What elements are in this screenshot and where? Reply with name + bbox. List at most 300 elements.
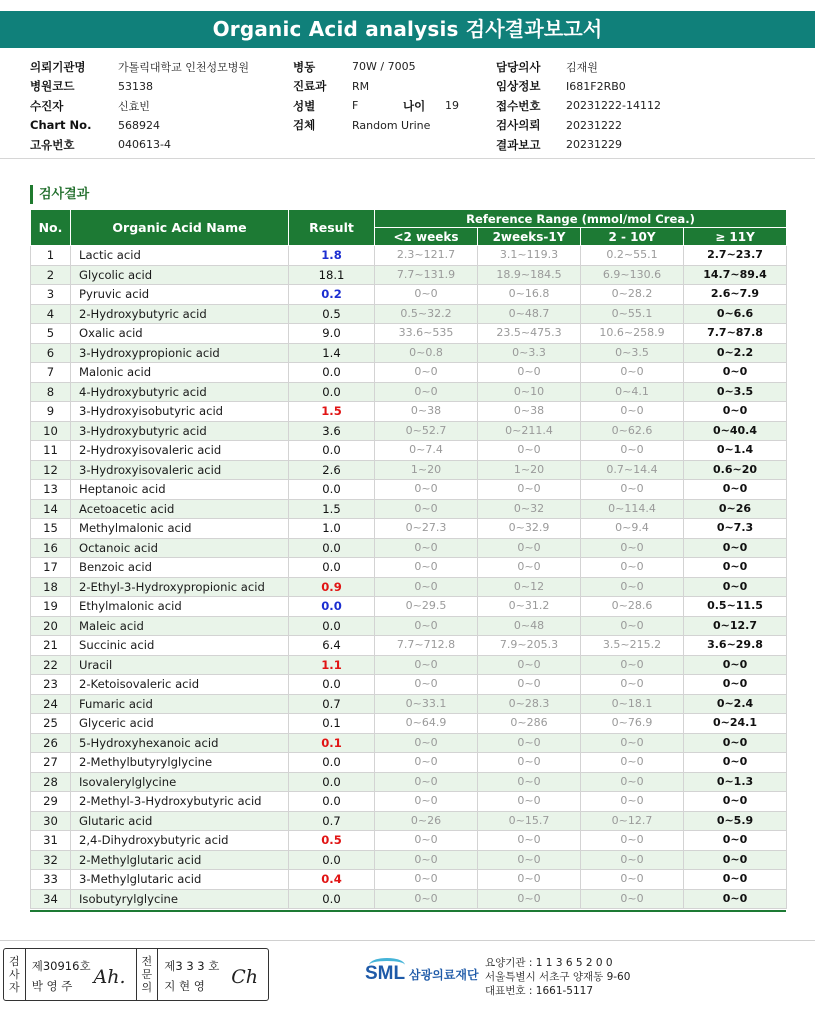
row-no: 1 bbox=[31, 246, 71, 266]
row-acid-name: Glyceric acid bbox=[71, 714, 289, 734]
row-ref-under-2-weeks: 0~0.8 bbox=[375, 343, 478, 363]
specialist-signature: Ch bbox=[231, 966, 258, 988]
row-ref-2-10y: 0~0 bbox=[581, 772, 684, 792]
row-result: 0.4 bbox=[289, 870, 375, 890]
table-row bbox=[31, 577, 787, 597]
row-ref-2weeks-1y: 0~12 bbox=[478, 577, 581, 597]
inspector-signature: Ah. bbox=[93, 966, 126, 988]
row-ref-11y-plus: 0~5.9 bbox=[684, 811, 787, 831]
value-specimen: Random Urine bbox=[352, 118, 431, 132]
row-ref-11y-plus: 0~40.4 bbox=[684, 421, 787, 441]
table-row bbox=[31, 246, 787, 266]
sml-logo-mark: SML bbox=[365, 956, 407, 992]
table-row bbox=[31, 304, 787, 324]
row-result: 0.0 bbox=[289, 558, 375, 578]
row-ref-2-10y: 0~0 bbox=[581, 616, 684, 636]
table-row bbox=[31, 460, 787, 480]
row-ref-2weeks-1y: 0~48 bbox=[478, 616, 581, 636]
row-ref-2weeks-1y: 0~0 bbox=[478, 655, 581, 675]
addr-phone: 대표번호 : 1661-5117 bbox=[485, 985, 594, 997]
row-no: 34 bbox=[31, 889, 71, 909]
row-result: 0.0 bbox=[289, 753, 375, 773]
row-ref-2-10y: 0~0 bbox=[581, 402, 684, 422]
label-age: 나이 bbox=[403, 98, 426, 113]
row-ref-2weeks-1y: 0~32 bbox=[478, 499, 581, 519]
row-no: 28 bbox=[31, 772, 71, 792]
row-acid-name: 2,4-Dihydroxybutyric acid bbox=[71, 831, 289, 851]
row-ref-11y-plus: 0~0 bbox=[684, 675, 787, 695]
row-result: 0.0 bbox=[289, 889, 375, 909]
row-ref-2-10y: 0~0 bbox=[581, 363, 684, 383]
row-ref-under-2-weeks: 0~52.7 bbox=[375, 421, 478, 441]
header-no: No. bbox=[31, 210, 71, 246]
row-no: 21 bbox=[31, 636, 71, 656]
table-row bbox=[31, 772, 787, 792]
row-no: 29 bbox=[31, 792, 71, 812]
table-row bbox=[31, 597, 787, 617]
table-row bbox=[31, 616, 787, 636]
row-no: 8 bbox=[31, 382, 71, 402]
row-ref-2weeks-1y: 18.9~184.5 bbox=[478, 265, 581, 285]
row-no: 3 bbox=[31, 285, 71, 305]
row-ref-11y-plus: 0~2.2 bbox=[684, 343, 787, 363]
row-acid-name: 3-Hydroxyisobutyric acid bbox=[71, 402, 289, 422]
section-title: 검사결과 bbox=[30, 185, 89, 204]
row-ref-under-2-weeks: 0~0 bbox=[375, 753, 478, 773]
row-ref-11y-plus: 0.6~20 bbox=[684, 460, 787, 480]
table-row bbox=[31, 675, 787, 695]
row-acid-name: Benzoic acid bbox=[71, 558, 289, 578]
row-result: 1.8 bbox=[289, 246, 375, 266]
row-ref-2weeks-1y: 0~15.7 bbox=[478, 811, 581, 831]
row-ref-2-10y: 0~0 bbox=[581, 480, 684, 500]
inspector-label: 검 사 자 bbox=[4, 949, 26, 1000]
row-no: 20 bbox=[31, 616, 71, 636]
row-ref-under-2-weeks: 0~7.4 bbox=[375, 441, 478, 461]
table-row bbox=[31, 441, 787, 461]
row-ref-2-10y: 0~18.1 bbox=[581, 694, 684, 714]
row-ref-under-2-weeks: 0~0 bbox=[375, 616, 478, 636]
row-acid-name: 2-Ketoisovaleric acid bbox=[71, 675, 289, 695]
value-request-date: 20231222 bbox=[566, 118, 622, 132]
row-result: 0.0 bbox=[289, 441, 375, 461]
row-ref-2weeks-1y: 0~0 bbox=[478, 792, 581, 812]
table-row bbox=[31, 870, 787, 890]
row-acid-name: 5-Hydroxyhexanoic acid bbox=[71, 733, 289, 753]
row-ref-2weeks-1y: 0~31.2 bbox=[478, 597, 581, 617]
table-row bbox=[31, 538, 787, 558]
row-ref-2-10y: 0~55.1 bbox=[581, 304, 684, 324]
row-acid-name: Isobutyrylglycine bbox=[71, 889, 289, 909]
row-no: 24 bbox=[31, 694, 71, 714]
value-sex: F bbox=[352, 99, 359, 113]
table-row bbox=[31, 363, 787, 383]
label-specimen: 검체 bbox=[293, 118, 316, 133]
row-result: 0.1 bbox=[289, 733, 375, 753]
value-report-date: 20231229 bbox=[566, 138, 622, 152]
row-ref-2-10y: 0~114.4 bbox=[581, 499, 684, 519]
row-result: 0.0 bbox=[289, 850, 375, 870]
row-ref-under-2-weeks: 0~0 bbox=[375, 870, 478, 890]
row-ref-11y-plus: 0~26 bbox=[684, 499, 787, 519]
specialist-license: 제3 3 3 호 bbox=[164, 959, 220, 973]
row-ref-under-2-weeks: 0~0 bbox=[375, 363, 478, 383]
row-result: 0.0 bbox=[289, 675, 375, 695]
row-ref-11y-plus: 0~0 bbox=[684, 655, 787, 675]
row-result: 1.4 bbox=[289, 343, 375, 363]
row-acid-name: Oxalic acid bbox=[71, 324, 289, 344]
label-clinical-info: 임상정보 bbox=[496, 79, 541, 94]
row-no: 9 bbox=[31, 402, 71, 422]
row-no: 2 bbox=[31, 265, 71, 285]
row-ref-2weeks-1y: 3.1~119.3 bbox=[478, 246, 581, 266]
row-ref-11y-plus: 0~0 bbox=[684, 831, 787, 851]
row-ref-2-10y: 0~76.9 bbox=[581, 714, 684, 734]
table-row bbox=[31, 811, 787, 831]
row-acid-name: Malonic acid bbox=[71, 363, 289, 383]
row-acid-name: 2-Ethyl-3-Hydroxypropionic acid bbox=[71, 577, 289, 597]
row-ref-2weeks-1y: 0~0 bbox=[478, 538, 581, 558]
row-ref-2-10y: 10.6~258.9 bbox=[581, 324, 684, 344]
row-acid-name: Lactic acid bbox=[71, 246, 289, 266]
value-institution: 가톨릭대학교 인천성모병원 bbox=[118, 60, 250, 74]
row-no: 27 bbox=[31, 753, 71, 773]
row-acid-name: Uracil bbox=[71, 655, 289, 675]
specialist-name: 지 현 영 bbox=[164, 979, 205, 993]
header-ref-under-2-weeks: <2 weeks bbox=[375, 228, 478, 246]
row-ref-2weeks-1y: 0~0 bbox=[478, 772, 581, 792]
row-ref-2-10y: 0~12.7 bbox=[581, 811, 684, 831]
row-result: 0.0 bbox=[289, 597, 375, 617]
specialist-cell bbox=[158, 949, 268, 1000]
table-row bbox=[31, 636, 787, 656]
row-ref-under-2-weeks: 7.7~131.9 bbox=[375, 265, 478, 285]
row-ref-2-10y: 0~28.6 bbox=[581, 597, 684, 617]
sml-logo bbox=[365, 956, 479, 992]
table-row bbox=[31, 499, 787, 519]
row-ref-11y-plus: 0~0 bbox=[684, 733, 787, 753]
row-ref-under-2-weeks: 0~0 bbox=[375, 558, 478, 578]
row-ref-under-2-weeks: 1~20 bbox=[375, 460, 478, 480]
table-row bbox=[31, 733, 787, 753]
row-ref-2-10y: 0~0 bbox=[581, 870, 684, 890]
row-no: 32 bbox=[31, 850, 71, 870]
table-row bbox=[31, 421, 787, 441]
label-chart-no: Chart No. bbox=[30, 118, 92, 133]
table-row bbox=[31, 402, 787, 422]
lab-address bbox=[485, 956, 630, 998]
row-ref-11y-plus: 0~0 bbox=[684, 577, 787, 597]
row-ref-under-2-weeks: 2.3~121.7 bbox=[375, 246, 478, 266]
row-ref-2weeks-1y: 0~10 bbox=[478, 382, 581, 402]
row-ref-11y-plus: 0~12.7 bbox=[684, 616, 787, 636]
row-ref-2weeks-1y: 0~48.7 bbox=[478, 304, 581, 324]
row-ref-2-10y: 3.5~215.2 bbox=[581, 636, 684, 656]
label-report-date: 결과보고 bbox=[496, 137, 541, 152]
row-ref-under-2-weeks: 0~33.1 bbox=[375, 694, 478, 714]
row-ref-11y-plus: 0~1.4 bbox=[684, 441, 787, 461]
row-no: 4 bbox=[31, 304, 71, 324]
row-ref-2weeks-1y: 0~0 bbox=[478, 850, 581, 870]
label-sex: 성별 bbox=[293, 98, 316, 113]
row-result: 0.0 bbox=[289, 772, 375, 792]
info-left-block bbox=[30, 57, 249, 155]
row-ref-2-10y: 0~62.6 bbox=[581, 421, 684, 441]
row-no: 16 bbox=[31, 538, 71, 558]
row-ref-2weeks-1y: 0~28.3 bbox=[478, 694, 581, 714]
row-ref-11y-plus: 0~0 bbox=[684, 870, 787, 890]
sml-logo-name: 삼광의료재단 bbox=[409, 967, 479, 982]
addr-institution-code: 요양기관 : 1 1 3 6 5 2 0 0 bbox=[485, 957, 613, 969]
row-ref-2weeks-1y: 0~286 bbox=[478, 714, 581, 734]
table-row bbox=[31, 285, 787, 305]
row-no: 23 bbox=[31, 675, 71, 695]
row-ref-2weeks-1y: 0~38 bbox=[478, 402, 581, 422]
row-acid-name: Maleic acid bbox=[71, 616, 289, 636]
label-dept: 진료과 bbox=[293, 79, 327, 94]
row-ref-11y-plus: 0~0 bbox=[684, 402, 787, 422]
row-result: 0.1 bbox=[289, 714, 375, 734]
row-ref-2-10y: 0.7~14.4 bbox=[581, 460, 684, 480]
row-ref-under-2-weeks: 0~0 bbox=[375, 792, 478, 812]
row-no: 31 bbox=[31, 831, 71, 851]
row-no: 15 bbox=[31, 519, 71, 539]
row-ref-11y-plus: 0~6.6 bbox=[684, 304, 787, 324]
table-row bbox=[31, 694, 787, 714]
label-institution: 의뢰기관명 bbox=[30, 59, 86, 74]
row-ref-2weeks-1y: 0~0 bbox=[478, 363, 581, 383]
table-row bbox=[31, 519, 787, 539]
row-ref-11y-plus: 3.6~29.8 bbox=[684, 636, 787, 656]
header-reference-range: Reference Range (mmol/mol Crea.) bbox=[375, 210, 787, 228]
row-no: 7 bbox=[31, 363, 71, 383]
row-ref-2-10y: 0~0 bbox=[581, 441, 684, 461]
row-result: 0.5 bbox=[289, 304, 375, 324]
row-ref-2weeks-1y: 0~32.9 bbox=[478, 519, 581, 539]
row-ref-under-2-weeks: 0~0 bbox=[375, 499, 478, 519]
header-result: Result bbox=[289, 210, 375, 246]
row-result: 0.0 bbox=[289, 538, 375, 558]
row-ref-under-2-weeks: 0~0 bbox=[375, 675, 478, 695]
row-result: 3.6 bbox=[289, 421, 375, 441]
row-ref-2-10y: 0~28.2 bbox=[581, 285, 684, 305]
row-result: 0.5 bbox=[289, 831, 375, 851]
row-no: 6 bbox=[31, 343, 71, 363]
row-ref-2-10y: 0~0 bbox=[581, 538, 684, 558]
label-patient: 수진자 bbox=[30, 98, 64, 113]
row-no: 14 bbox=[31, 499, 71, 519]
row-ref-2-10y: 0~0 bbox=[581, 753, 684, 773]
row-no: 10 bbox=[31, 421, 71, 441]
row-ref-under-2-weeks: 7.7~712.8 bbox=[375, 636, 478, 656]
row-acid-name: 3-Hydroxypropionic acid bbox=[71, 343, 289, 363]
table-bottom-rule bbox=[30, 910, 786, 912]
row-ref-2-10y: 0~3.5 bbox=[581, 343, 684, 363]
row-ref-under-2-weeks: 0~0 bbox=[375, 733, 478, 753]
row-ref-2weeks-1y: 0~0 bbox=[478, 831, 581, 851]
row-acid-name: 2-Methyl-3-Hydroxybutyric acid bbox=[71, 792, 289, 812]
report-title: Organic Acid analysis 검사결과보고서 bbox=[0, 11, 815, 48]
row-no: 22 bbox=[31, 655, 71, 675]
row-no: 25 bbox=[31, 714, 71, 734]
row-acid-name: Ethylmalonic acid bbox=[71, 597, 289, 617]
header-ref-2-10y: 2 - 10Y bbox=[581, 228, 684, 246]
row-ref-under-2-weeks: 0~0 bbox=[375, 577, 478, 597]
label-hospital-code: 병원코드 bbox=[30, 79, 75, 94]
header-ref-11y-plus: ≥ 11Y bbox=[684, 228, 787, 246]
value-hospital-code: 53138 bbox=[118, 79, 153, 93]
row-no: 12 bbox=[31, 460, 71, 480]
row-result: 0.9 bbox=[289, 577, 375, 597]
row-acid-name: Glutaric acid bbox=[71, 811, 289, 831]
row-no: 5 bbox=[31, 324, 71, 344]
row-acid-name: 2-Hydroxyisovaleric acid bbox=[71, 441, 289, 461]
row-result: 0.0 bbox=[289, 792, 375, 812]
row-ref-under-2-weeks: 0~0 bbox=[375, 480, 478, 500]
row-ref-2-10y: 0~0 bbox=[581, 655, 684, 675]
row-ref-2weeks-1y: 0~3.3 bbox=[478, 343, 581, 363]
table-row bbox=[31, 343, 787, 363]
row-ref-11y-plus: 0~0 bbox=[684, 558, 787, 578]
row-ref-2-10y: 0~9.4 bbox=[581, 519, 684, 539]
row-acid-name: 2-Methylglutaric acid bbox=[71, 850, 289, 870]
row-ref-2-10y: 0~0 bbox=[581, 792, 684, 812]
results-body bbox=[31, 246, 787, 909]
row-ref-11y-plus: 7.7~87.8 bbox=[684, 324, 787, 344]
value-receipt-no: 20231222-14112 bbox=[566, 99, 661, 113]
specialist-label: 전 문 의 bbox=[136, 949, 158, 1000]
row-result: 0.0 bbox=[289, 363, 375, 383]
row-no: 26 bbox=[31, 733, 71, 753]
row-ref-under-2-weeks: 0~0 bbox=[375, 772, 478, 792]
label-request-date: 검사의뢰 bbox=[496, 118, 541, 133]
table-row bbox=[31, 831, 787, 851]
row-ref-2weeks-1y: 23.5~475.3 bbox=[478, 324, 581, 344]
row-ref-under-2-weeks: 0~0 bbox=[375, 538, 478, 558]
row-ref-under-2-weeks: 0~0 bbox=[375, 850, 478, 870]
row-ref-2weeks-1y: 0~0 bbox=[478, 480, 581, 500]
row-ref-11y-plus: 0~2.4 bbox=[684, 694, 787, 714]
header-name: Organic Acid Name bbox=[71, 210, 289, 246]
row-acid-name: 3-Hydroxyisovaleric acid bbox=[71, 460, 289, 480]
row-acid-name: 3-Methylglutaric acid bbox=[71, 870, 289, 890]
row-ref-2weeks-1y: 0~0 bbox=[478, 889, 581, 909]
label-unique-no: 고유번호 bbox=[30, 137, 75, 152]
table-row bbox=[31, 265, 787, 285]
row-ref-11y-plus: 0~0 bbox=[684, 538, 787, 558]
row-acid-name: Acetoacetic acid bbox=[71, 499, 289, 519]
row-ref-under-2-weeks: 0~38 bbox=[375, 402, 478, 422]
row-ref-2weeks-1y: 0~0 bbox=[478, 675, 581, 695]
table-row bbox=[31, 753, 787, 773]
row-ref-under-2-weeks: 0~0 bbox=[375, 889, 478, 909]
row-acid-name: Methylmalonic acid bbox=[71, 519, 289, 539]
inspector-license: 제30916호 bbox=[31, 959, 91, 973]
row-ref-2-10y: 0~0 bbox=[581, 733, 684, 753]
row-result: 1.5 bbox=[289, 499, 375, 519]
row-no: 19 bbox=[31, 597, 71, 617]
row-result: 1.1 bbox=[289, 655, 375, 675]
row-acid-name: Isovalerylglycine bbox=[71, 772, 289, 792]
row-ref-11y-plus: 0.5~11.5 bbox=[684, 597, 787, 617]
row-ref-under-2-weeks: 0~0 bbox=[375, 655, 478, 675]
row-result: 18.1 bbox=[289, 265, 375, 285]
row-ref-11y-plus: 0~0 bbox=[684, 850, 787, 870]
row-acid-name: 3-Hydroxybutyric acid bbox=[71, 421, 289, 441]
value-unique-no: 040613-4 bbox=[118, 138, 171, 152]
label-ward: 병동 bbox=[293, 59, 316, 74]
row-ref-under-2-weeks: 0~26 bbox=[375, 811, 478, 831]
row-ref-2-10y: 0~0 bbox=[581, 558, 684, 578]
value-age: 19 bbox=[445, 99, 459, 113]
row-result: 0.2 bbox=[289, 285, 375, 305]
table-row bbox=[31, 558, 787, 578]
table-row bbox=[31, 324, 787, 344]
row-no: 13 bbox=[31, 480, 71, 500]
row-ref-2-10y: 0~0 bbox=[581, 675, 684, 695]
value-dept: RM bbox=[352, 79, 370, 93]
row-ref-11y-plus: 0~7.3 bbox=[684, 519, 787, 539]
row-no: 33 bbox=[31, 870, 71, 890]
row-ref-under-2-weeks: 0.5~32.2 bbox=[375, 304, 478, 324]
info-right-block bbox=[496, 57, 661, 155]
table-row bbox=[31, 850, 787, 870]
signature-box bbox=[3, 948, 269, 1001]
row-ref-11y-plus: 0~0 bbox=[684, 889, 787, 909]
table-row bbox=[31, 889, 787, 909]
row-ref-under-2-weeks: 33.6~535 bbox=[375, 324, 478, 344]
row-ref-under-2-weeks: 0~64.9 bbox=[375, 714, 478, 734]
row-ref-11y-plus: 2.6~7.9 bbox=[684, 285, 787, 305]
row-ref-11y-plus: 0~3.5 bbox=[684, 382, 787, 402]
row-acid-name: Succinic acid bbox=[71, 636, 289, 656]
info-mid-block bbox=[293, 57, 459, 135]
row-result: 0.0 bbox=[289, 616, 375, 636]
table-row bbox=[31, 714, 787, 734]
row-ref-11y-plus: 0~24.1 bbox=[684, 714, 787, 734]
row-ref-2weeks-1y: 7.9~205.3 bbox=[478, 636, 581, 656]
row-ref-2-10y: 0~4.1 bbox=[581, 382, 684, 402]
value-doctor: 김재원 bbox=[566, 60, 598, 74]
row-result: 1.0 bbox=[289, 519, 375, 539]
row-ref-11y-plus: 0~0 bbox=[684, 363, 787, 383]
row-ref-under-2-weeks: 0~29.5 bbox=[375, 597, 478, 617]
row-result: 0.7 bbox=[289, 811, 375, 831]
row-ref-11y-plus: 2.7~23.7 bbox=[684, 246, 787, 266]
row-no: 17 bbox=[31, 558, 71, 578]
row-no: 30 bbox=[31, 811, 71, 831]
row-result: 6.4 bbox=[289, 636, 375, 656]
label-receipt-no: 접수번호 bbox=[496, 98, 541, 113]
row-ref-2weeks-1y: 0~0 bbox=[478, 870, 581, 890]
row-ref-2-10y: 0~0 bbox=[581, 577, 684, 597]
inspector-name: 박 영 주 bbox=[31, 979, 73, 993]
row-result: 1.5 bbox=[289, 402, 375, 422]
table-row bbox=[31, 792, 787, 812]
row-acid-name: Heptanoic acid bbox=[71, 480, 289, 500]
row-ref-under-2-weeks: 0~0 bbox=[375, 285, 478, 305]
row-ref-2weeks-1y: 0~16.8 bbox=[478, 285, 581, 305]
row-acid-name: Glycolic acid bbox=[71, 265, 289, 285]
row-ref-2-10y: 0.2~55.1 bbox=[581, 246, 684, 266]
row-ref-2-10y: 0~0 bbox=[581, 889, 684, 909]
row-ref-2-10y: 0~0 bbox=[581, 850, 684, 870]
row-ref-2-10y: 6.9~130.6 bbox=[581, 265, 684, 285]
value-ward: 70W / 7005 bbox=[352, 60, 416, 74]
row-ref-2weeks-1y: 0~0 bbox=[478, 733, 581, 753]
row-result: 9.0 bbox=[289, 324, 375, 344]
table-row bbox=[31, 655, 787, 675]
